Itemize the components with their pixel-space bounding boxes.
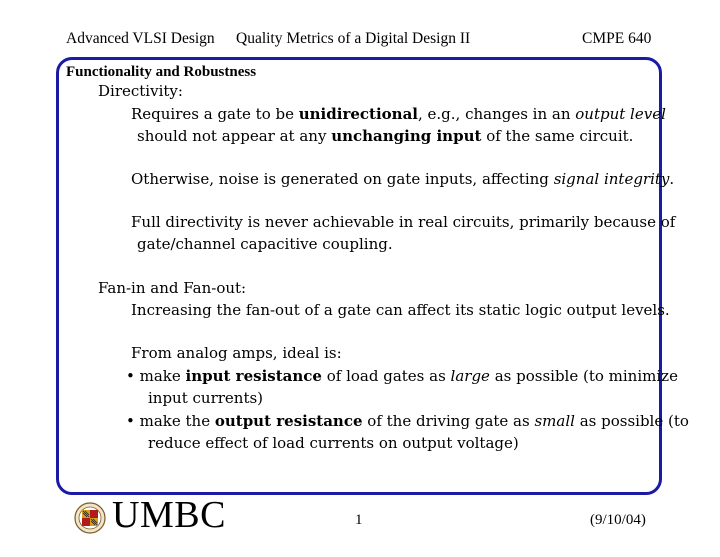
fan-bullet-1-cont: input currents) [148,389,264,407]
directivity-line-2: should not appear at any unchanging input of the same circuit. [137,127,634,145]
slide-date: (9/10/04) [590,512,646,528]
section-title: Functionality and Robustness [66,64,257,80]
page-number: 1 [355,512,363,528]
fan-line-2: From analog amps, ideal is: [131,344,342,362]
fan-bullet-2-cont: reduce effect of load currents on output voltage) [148,434,519,452]
header-course: Advanced VLSI Design [66,30,215,47]
directivity-line-4: Full directivity is never achievable in real circuits, primarily because of [131,213,676,231]
umbc-seal-icon [74,502,106,534]
umbc-logo-text: UMBC [112,494,226,536]
directivity-line-1: Requires a gate to be unidirectional, e.g., changes in an output level [131,105,666,123]
header-topic: Quality Metrics of a Digital Design II [236,30,471,47]
directivity-heading: Directivity: [98,82,183,100]
fan-bullet-1: • make input resistance of load gates as large as possible (to minimize [126,367,678,385]
header-code: CMPE 640 [582,30,652,47]
fan-heading: Fan-in and Fan-out: [98,279,247,297]
fan-bullet-2: • make the output resistance of the driving gate as small as possible (to [126,412,689,430]
directivity-line-3: Otherwise, noise is generated on gate inputs, affecting signal integrity. [131,170,675,188]
fan-line-1: Increasing the fan-out of a gate can affect its static logic output levels. [131,301,670,319]
directivity-line-5: gate/channel capacitive coupling. [137,235,393,253]
